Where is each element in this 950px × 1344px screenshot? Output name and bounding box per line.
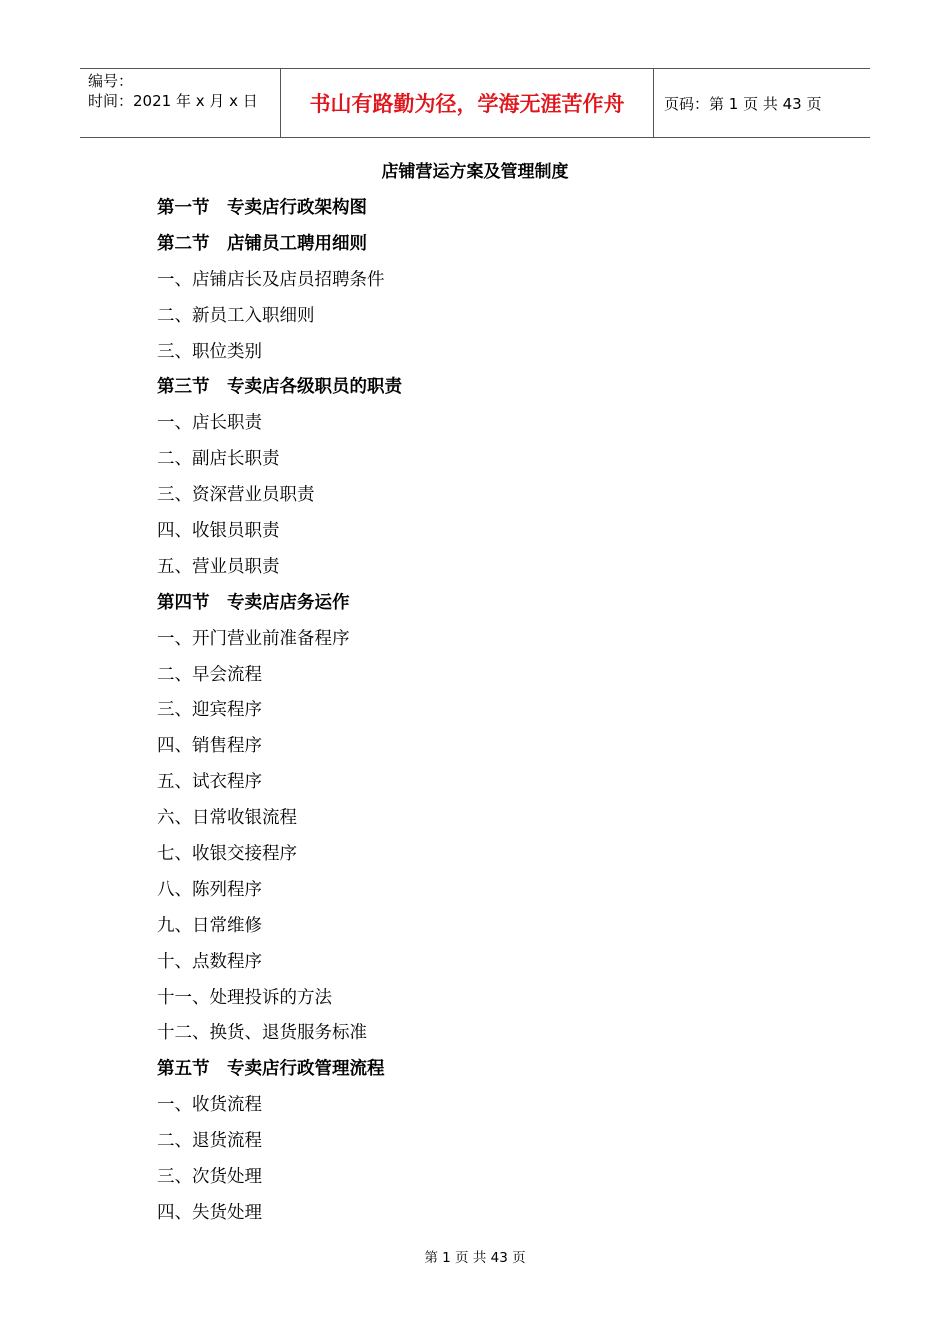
toc-item: 二、早会流程 [157,664,262,685]
toc-item: 七、收银交接程序 [157,844,297,865]
toc-item: 五、营业员职责 [157,556,280,577]
toc-item: 十、点数程序 [157,951,262,972]
toc-item: 一、开门营业前准备程序 [157,628,350,649]
header-motto: 书山有路勤为径，学海无涯苦作舟 [281,69,654,137]
toc-section-heading: 第三节 专卖店各级职员的职责 [157,377,402,398]
toc-item: 二、新员工入职细则 [157,305,315,326]
toc-item: 一、店长职责 [157,413,262,434]
toc-item: 二、退货流程 [157,1131,262,1152]
toc-item: 三、职位类别 [157,341,262,362]
toc-item: 一、店铺店长及店员招聘条件 [157,269,385,290]
toc-item: 九、日常维修 [157,915,262,936]
toc-section-heading: 第四节 专卖店店务运作 [157,592,350,613]
toc-item: 三、资深营业员职责 [157,485,315,506]
toc-item: 八、陈列程序 [157,879,262,900]
table-of-contents [157,192,402,1233]
toc-item: 三、迎宾程序 [157,700,262,721]
toc-item: 十二、换货、退货服务标准 [157,1023,367,1044]
toc-item: 四、收银员职责 [157,521,280,542]
toc-section-heading: 第五节 专卖店行政管理流程 [157,1059,385,1080]
toc-section-heading: 第一节 专卖店行政架构图 [157,198,367,218]
toc-item: 四、销售程序 [157,736,262,757]
toc-section-heading: 第二节 店铺员工聘用细则 [157,233,367,254]
toc-item: 六、日常收银流程 [157,808,297,829]
page-header [80,68,870,138]
header-meta [80,69,281,137]
toc-item: 一、收货流程 [157,1095,262,1116]
toc-item: 二、副店长职责 [157,449,280,470]
toc-item: 五、试衣程序 [157,772,262,793]
toc-item: 十一、处理投诉的方法 [157,987,332,1008]
number-label: 编号： [88,72,134,90]
toc-item: 三、次货处理 [157,1167,262,1188]
time-label: 时间：2021 年 x 月 x 日 [88,92,258,110]
toc-item: 四、失货处理 [157,1202,262,1223]
page-footer: 第 1 页 共 43 页 [424,1250,526,1266]
document-title: 店铺营运方案及管理制度 [381,162,569,182]
header-page-info: 页码：第 1 页 共 43 页 [664,94,822,113]
